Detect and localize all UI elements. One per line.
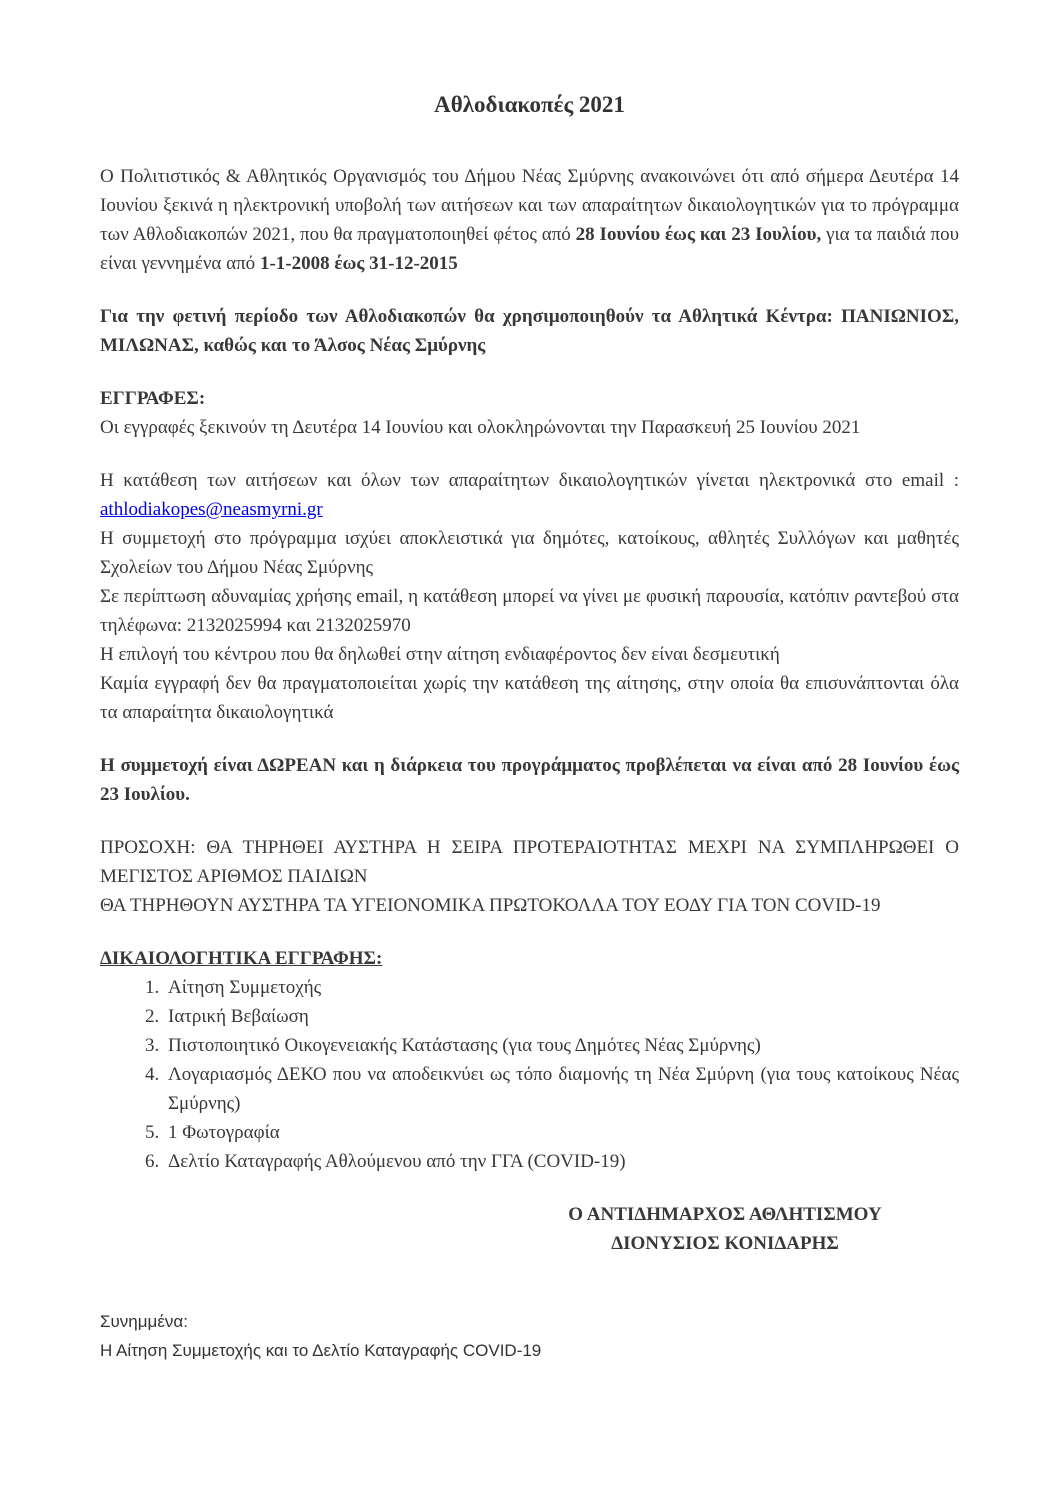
list-item-gga-covid-card: 6. Δελτίο Καταγραφής Αθλούμενου από την ΓΓΑ (COVID-19)	[164, 1147, 959, 1176]
intro-paragraph	[100, 162, 959, 278]
attachments-text: Η Αίτηση Συμμετοχής και το Δελτίο Καταγραφής COVID-19	[100, 1341, 542, 1360]
documents-heading: ΔΙΚΑΙΟΛΟΓΗΤΙΚΑ ΕΓΓΡΑΦΗΣ:	[100, 948, 383, 969]
program-dates: 28 Ιουνίου έως και 23 Ιουλίου,	[575, 224, 822, 245]
free-participation-paragraph: Η συμμετοχή είναι ΔΩΡΕΑΝ και η διάρκεια του προγράμματος προβλέπεται να είναι από 28 Ιουνίου έως 23 Ιουλίου.	[100, 755, 959, 805]
submission-paragraph	[100, 466, 959, 524]
intro-text: Ο Πολιτιστικός & Αθλητικός Οργανισμός του Δήμου Νέας Σμύρνης ανακοινώνει ότι από σήμερα Δευτέρα 14 Ιουνίου ξεκινά η ηλεκτρονική υποβολή των αιτήσεων και των απαραίτητων δικαιολογητικών για το πρόγραμμα των Αθλοδιακοπών 2021, που θα πραγματοποιηθεί φέτος από	[100, 166, 959, 245]
intro-text-2: για τα παιδιά που είναι γεννημένα από	[100, 224, 959, 274]
document-title: Αθλοδιακοπές 2021	[434, 92, 625, 117]
attachments-section	[100, 1307, 959, 1365]
no-registration-paragraph: Καμία εγγραφή δεν θα πραγματοποιείται χωρίς την κατάθεση της αίτησης, στην οποία θα επισυνάπτονται όλα τα απαραίτητα δικαιολογητικά	[100, 673, 959, 723]
registration-period: Οι εγγραφές ξεκινούν τη Δευτέρα 14 Ιουνίου και ολοκληρώνονται την Παρασκευή 25 Ιουνίου 2021	[100, 417, 861, 438]
signature-block	[510, 1200, 940, 1258]
signature-name: ΔΙΟΝΥΣΙΟΣ ΚΟΝΙΔΑΡΗΣ	[611, 1233, 839, 1254]
signature-title: Ο ΑΝΤΙΔΗΜΑΡΧΟΣ ΑΘΛΗΤΙΣΜΟΥ	[568, 1204, 882, 1225]
birth-date-range: 1-1-2008 έως 31-12-2015	[259, 253, 458, 274]
document-list	[100, 973, 959, 1176]
list-item-utility-bill: 4. Λογαριασμός ΔΕΚΟ που να αποδεικνύει ως τόπο διαμονής τη Νέα Σμύρνη (για τους κατοίκους Νέας Σμύρνης)	[164, 1060, 959, 1118]
phone-appointment-paragraph: Σε περίπτωση αδυναμίας χρήσης email, η κατάθεση μπορεί να γίνει με φυσική παρουσία, κατόπιν ραντεβού στα τηλέφωνα: 2132025994 και 2132025970	[100, 586, 959, 636]
registrations-heading: ΕΓΓΡΑΦΕΣ:	[100, 388, 206, 409]
health-protocol-notice: ΘΑ ΤΗΡΗΘΟΥΝ ΑΥΣΤΗΡΑ ΤΑ ΥΓΕΙΟΝΟΜΙΚΑ ΠΡΩΤΟΚΟΛΛΑ ΤΟΥ ΕΟΔΥ ΓΙΑ ΤΟΝ COVID-19	[100, 895, 881, 916]
list-item-photo: 5. 1 Φωτογραφία	[164, 1118, 959, 1147]
submission-text: Η κατάθεση των αιτήσεων και όλων των απαραίτητων δικαιολογητικών γίνεται ηλεκτρονικά στο email :	[100, 470, 959, 491]
list-item-application: 1. Αίτηση Συμμετοχής	[164, 973, 959, 1002]
attachments-label: Συνημμένα:	[100, 1312, 188, 1331]
centers-paragraph: Για την φετινή περίοδο των Αθλοδιακοπών θα χρησιμοποιηθούν τα Αθλητικά Κέντρα: ΠΑΝΙΩΝΙΟΣ, ΜΙΛΩΝΑΣ, καθώς και το Άλσος Νέας Σμύρνης	[100, 306, 959, 356]
priority-notice: ΠΡΟΣΟΧΗ: ΘΑ ΤΗΡΗΘΕΙ ΑΥΣΤΗΡΑ Η ΣΕΙΡΑ ΠΡΟΤΕΡΑΙΟΤΗΤΑΣ ΜΕΧΡΙ ΝΑ ΣΥΜΠΛΗΡΩΘΕΙ Ο ΜΕΓΙΣΤΟΣ ΑΡΙΘΜΟΣ ΠΑΙΔΙΩΝ	[100, 837, 959, 887]
list-item-medical-certificate: 2. Ιατρική Βεβαίωση	[164, 1002, 959, 1031]
center-choice-paragraph: Η επιλογή του κέντρου που θα δηλωθεί στην αίτηση ενδιαφέροντος δεν είναι δεσμευτική	[100, 644, 780, 665]
email-link[interactable]: athlodiakopes@neasmyrni.gr	[100, 499, 323, 520]
eligibility-paragraph: Η συμμετοχή στο πρόγραμμα ισχύει αποκλειστικά για δημότες, κατοίκους, αθλητές Συλλόγων και μαθητές Σχολείων του Δήμου Νέας Σμύρνης	[100, 528, 959, 578]
list-item-family-status: 3. Πιστοποιητικό Οικογενειακής Κατάστασης (για τους Δημότες Νέας Σμύρνης)	[164, 1031, 959, 1060]
